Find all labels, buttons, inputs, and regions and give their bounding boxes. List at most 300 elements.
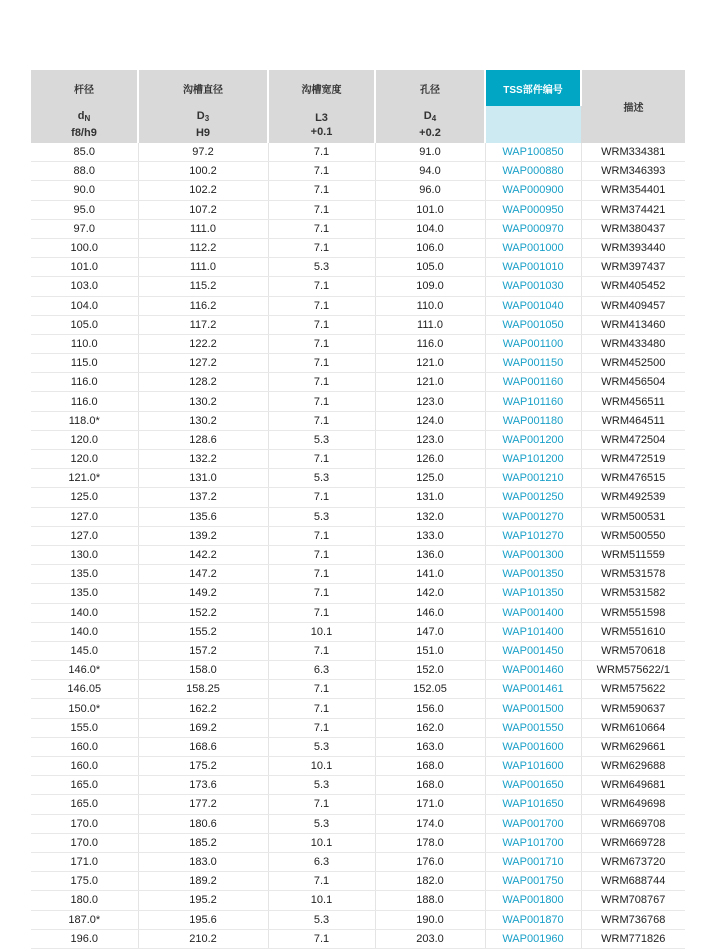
tss-part-number-cell: WAP001600 (485, 737, 581, 756)
description-cell: WRM531582 (581, 584, 685, 603)
description-cell: WRM570618 (581, 641, 685, 660)
bore-diameter-cell: 168.0 (375, 757, 485, 776)
bore-diameter-cell: 116.0 (375, 334, 485, 353)
bore-diameter-cell: 176.0 (375, 852, 485, 871)
spec-table (31, 70, 685, 949)
bore-diameter-cell: 131.0 (375, 488, 485, 507)
rod-diameter-cell: 116.0 (31, 392, 138, 411)
groove-diameter-cell: 139.2 (138, 526, 268, 545)
table-row (31, 411, 685, 430)
table-row (31, 757, 685, 776)
bore-diameter-cell: 126.0 (375, 450, 485, 469)
table-row (31, 373, 685, 392)
groove-diameter-cell: 112.2 (138, 238, 268, 257)
description-cell: WRM669708 (581, 814, 685, 833)
bore-diameter-cell: 121.0 (375, 373, 485, 392)
groove-diameter-cell: 111.0 (138, 219, 268, 238)
col-groove-diameter-title: 沟槽直径 (138, 70, 268, 106)
symbol-d4 (424, 110, 436, 122)
table-row (31, 661, 685, 680)
bore-diameter-cell: 168.0 (375, 776, 485, 795)
bore-diameter-cell: 141.0 (375, 565, 485, 584)
tss-part-number-cell: WAP001040 (485, 296, 581, 315)
rod-diameter-cell: 180.0 (31, 891, 138, 910)
tss-part-number-cell: WAP001400 (485, 603, 581, 622)
groove-diameter-cell: 158.0 (138, 661, 268, 680)
description-cell: WRM393440 (581, 238, 685, 257)
table-row (31, 219, 685, 238)
bore-diameter-cell: 152.05 (375, 680, 485, 699)
rod-diameter-cell: 116.0 (31, 373, 138, 392)
rod-diameter-cell: 155.0 (31, 718, 138, 737)
col-groove-diameter-symbol (138, 106, 268, 143)
tss-part-number-cell: WAP001500 (485, 699, 581, 718)
rod-diameter-cell: 135.0 (31, 584, 138, 603)
rod-diameter-cell: 100.0 (31, 238, 138, 257)
tss-part-number-cell: WAP001200 (485, 430, 581, 449)
tss-part-number-cell: WAP001710 (485, 852, 581, 871)
table-row (31, 699, 685, 718)
symbol-letter: D (196, 110, 205, 122)
description-cell: WRM456511 (581, 392, 685, 411)
rod-diameter-cell: 171.0 (31, 852, 138, 871)
rod-diameter-cell: 140.0 (31, 622, 138, 641)
bore-diameter-cell: 188.0 (375, 891, 485, 910)
groove-width-cell: 6.3 (268, 852, 375, 871)
bore-diameter-cell: 121.0 (375, 354, 485, 373)
description-cell: WRM531578 (581, 565, 685, 584)
bore-diameter-cell: 106.0 (375, 238, 485, 257)
tss-part-number-cell: WAP100850 (485, 143, 581, 162)
groove-width-cell: 7.1 (268, 315, 375, 334)
bore-diameter-cell: 156.0 (375, 699, 485, 718)
tss-part-number-cell: WAP001300 (485, 545, 581, 564)
groove-diameter-cell: 195.6 (138, 910, 268, 929)
rod-diameter-cell: 145.0 (31, 641, 138, 660)
description-cell: WRM464511 (581, 411, 685, 430)
table-row (31, 603, 685, 622)
table-row (31, 430, 685, 449)
description-cell: WRM511559 (581, 545, 685, 564)
groove-width-cell: 7.1 (268, 565, 375, 584)
groove-width-cell: 7.1 (268, 872, 375, 891)
groove-width-cell: 5.3 (268, 507, 375, 526)
table-row (31, 315, 685, 334)
tss-part-number-cell: WAP101600 (485, 757, 581, 776)
groove-diameter-cell: 157.2 (138, 641, 268, 660)
tss-part-number-cell: WAP001460 (485, 661, 581, 680)
tss-part-number-cell: WAP001000 (485, 238, 581, 257)
tss-part-number-cell: WAP001150 (485, 354, 581, 373)
groove-diameter-cell: 128.2 (138, 373, 268, 392)
groove-diameter-cell: 152.2 (138, 603, 268, 622)
tss-part-number-cell: WAP001700 (485, 814, 581, 833)
groove-width-cell: 7.1 (268, 143, 375, 162)
bore-diameter-cell: 94.0 (375, 162, 485, 181)
groove-diameter-cell: 135.6 (138, 507, 268, 526)
table-row (31, 622, 685, 641)
bore-diameter-cell: 136.0 (375, 545, 485, 564)
groove-diameter-cell: 189.2 (138, 872, 268, 891)
table-row (31, 814, 685, 833)
bore-diameter-cell: 152.0 (375, 661, 485, 680)
bore-diameter-cell: 111.0 (375, 315, 485, 334)
bore-diameter-cell: 182.0 (375, 872, 485, 891)
rod-diameter-cell: 170.0 (31, 814, 138, 833)
rod-diameter-cell: 88.0 (31, 162, 138, 181)
groove-diameter-cell: 180.6 (138, 814, 268, 833)
description-cell: WRM380437 (581, 219, 685, 238)
rod-diameter-cell: 127.0 (31, 526, 138, 545)
bore-diameter-cell: 151.0 (375, 641, 485, 660)
description-cell: WRM374421 (581, 200, 685, 219)
table-row (31, 296, 685, 315)
description-cell: WRM771826 (581, 929, 685, 948)
description-cell: WRM610664 (581, 718, 685, 737)
groove-diameter-cell: 117.2 (138, 315, 268, 334)
symbol-letter: d (77, 110, 85, 122)
groove-diameter-cell: 155.2 (138, 622, 268, 641)
bore-diameter-cell: 203.0 (375, 929, 485, 948)
col-description-title: 描述 (581, 70, 685, 143)
rod-diameter-cell: 127.0 (31, 507, 138, 526)
groove-width-cell: 5.3 (268, 910, 375, 929)
col-tss-part-number-sub (485, 106, 581, 143)
col-bore-diameter-symbol (375, 106, 485, 143)
description-cell: WRM397437 (581, 258, 685, 277)
table-row (31, 354, 685, 373)
table-row (31, 277, 685, 296)
description-cell: WRM649681 (581, 776, 685, 795)
tss-part-number-cell: WAP000970 (485, 219, 581, 238)
groove-width-cell: 7.1 (268, 584, 375, 603)
rod-diameter-cell: 103.0 (31, 277, 138, 296)
bore-diameter-cell: 101.0 (375, 200, 485, 219)
table-row (31, 872, 685, 891)
tss-part-number-cell: WAP101270 (485, 526, 581, 545)
table-row (31, 258, 685, 277)
groove-width-cell: 7.1 (268, 238, 375, 257)
description-cell: WRM334381 (581, 143, 685, 162)
description-cell: WRM472504 (581, 430, 685, 449)
bore-diameter-cell: 132.0 (375, 507, 485, 526)
table-row (31, 488, 685, 507)
groove-diameter-cell: 107.2 (138, 200, 268, 219)
table-body (31, 143, 685, 948)
bore-diameter-cell: 104.0 (375, 219, 485, 238)
table-row (31, 334, 685, 353)
bore-diameter-cell: 171.0 (375, 795, 485, 814)
groove-width-cell: 7.1 (268, 680, 375, 699)
groove-width-cell: 7.1 (268, 641, 375, 660)
groove-diameter-cell: 162.2 (138, 699, 268, 718)
tss-part-number-cell: WAP001461 (485, 680, 581, 699)
groove-width-cell: 6.3 (268, 661, 375, 680)
bore-diameter-cell: 110.0 (375, 296, 485, 315)
rod-diameter-cell: 146.0* (31, 661, 138, 680)
tss-part-number-cell: WAP001180 (485, 411, 581, 430)
symbol-subscript: 3 (204, 114, 210, 123)
table-row (31, 450, 685, 469)
groove-width-cell: 10.1 (268, 891, 375, 910)
groove-width-cell: 7.1 (268, 200, 375, 219)
col-rod-diameter-symbol (31, 106, 138, 143)
groove-width-cell: 7.1 (268, 929, 375, 948)
col-tss-part-number-title: TSS部件编号 (485, 70, 581, 106)
groove-diameter-cell: 147.2 (138, 565, 268, 584)
tss-part-number-cell: WAP001350 (485, 565, 581, 584)
groove-width-cell: 7.1 (268, 411, 375, 430)
table-row (31, 833, 685, 852)
rod-diameter-cell: 150.0* (31, 699, 138, 718)
groove-diameter-cell: 137.2 (138, 488, 268, 507)
description-cell: WRM551598 (581, 603, 685, 622)
groove-diameter-cell: 195.2 (138, 891, 268, 910)
groove-diameter-cell: 97.2 (138, 143, 268, 162)
table-row (31, 143, 685, 162)
tss-part-number-cell: WAP101650 (485, 795, 581, 814)
rod-diameter-cell: 165.0 (31, 795, 138, 814)
table-row (31, 776, 685, 795)
tss-part-number-cell: WAP001650 (485, 776, 581, 795)
groove-diameter-cell: 132.2 (138, 450, 268, 469)
tss-part-number-cell: WAP101400 (485, 622, 581, 641)
groove-width-cell: 7.1 (268, 162, 375, 181)
rod-diameter-cell: 130.0 (31, 545, 138, 564)
table-row (31, 584, 685, 603)
groove-width-cell: 7.1 (268, 373, 375, 392)
description-cell: WRM629688 (581, 757, 685, 776)
description-cell: WRM673720 (581, 852, 685, 871)
description-cell: WRM452500 (581, 354, 685, 373)
table-row (31, 910, 685, 929)
tss-part-number-cell: WAP001030 (485, 277, 581, 296)
groove-diameter-cell: 130.2 (138, 392, 268, 411)
rod-diameter-cell: 104.0 (31, 296, 138, 315)
tolerance-label: H9 (195, 127, 211, 139)
groove-width-cell: 5.3 (268, 258, 375, 277)
bore-diameter-cell: 133.0 (375, 526, 485, 545)
groove-diameter-cell: 127.2 (138, 354, 268, 373)
rod-diameter-cell: 85.0 (31, 143, 138, 162)
rod-diameter-cell: 95.0 (31, 200, 138, 219)
table-row (31, 737, 685, 756)
description-cell: WRM500550 (581, 526, 685, 545)
groove-width-cell: 10.1 (268, 757, 375, 776)
rod-diameter-cell: 175.0 (31, 872, 138, 891)
rod-diameter-cell: 160.0 (31, 737, 138, 756)
description-cell: WRM492539 (581, 488, 685, 507)
groove-diameter-cell: 183.0 (138, 852, 268, 871)
bore-diameter-cell: 147.0 (375, 622, 485, 641)
table-row (31, 181, 685, 200)
description-cell: WRM500531 (581, 507, 685, 526)
col-groove-width-symbol (268, 106, 375, 143)
rod-diameter-cell: 146.05 (31, 680, 138, 699)
groove-width-cell: 7.1 (268, 526, 375, 545)
rod-diameter-cell: 135.0 (31, 565, 138, 584)
description-cell: WRM575622 (581, 680, 685, 699)
symbol-dn (78, 110, 91, 122)
bore-diameter-cell: 142.0 (375, 584, 485, 603)
bore-diameter-cell: 125.0 (375, 469, 485, 488)
bore-diameter-cell: 162.0 (375, 718, 485, 737)
description-cell: WRM433480 (581, 334, 685, 353)
groove-diameter-cell: 185.2 (138, 833, 268, 852)
bore-diameter-cell: 109.0 (375, 277, 485, 296)
groove-width-cell: 7.1 (268, 334, 375, 353)
tss-part-number-cell: WAP001750 (485, 872, 581, 891)
bore-diameter-cell: 174.0 (375, 814, 485, 833)
description-cell: WRM405452 (581, 277, 685, 296)
groove-width-cell: 7.1 (268, 450, 375, 469)
tss-part-number-cell: WAP000950 (485, 200, 581, 219)
table-row (31, 526, 685, 545)
tss-part-number-cell: WAP001960 (485, 929, 581, 948)
rod-diameter-cell: 110.0 (31, 334, 138, 353)
tss-part-number-cell: WAP001010 (485, 258, 581, 277)
col-rod-diameter-title: 杆径 (31, 70, 138, 106)
symbol-d3 (197, 110, 209, 122)
col-groove-width-title: 沟槽宽度 (268, 70, 375, 106)
col-bore-diameter-title: 孔径 (375, 70, 485, 106)
groove-width-cell: 7.1 (268, 277, 375, 296)
groove-width-cell: 10.1 (268, 622, 375, 641)
groove-diameter-cell: 102.2 (138, 181, 268, 200)
groove-width-cell: 7.1 (268, 718, 375, 737)
bore-diameter-cell: 96.0 (375, 181, 485, 200)
groove-width-cell: 7.1 (268, 354, 375, 373)
tss-part-number-cell: WAP001160 (485, 373, 581, 392)
rod-diameter-cell: 105.0 (31, 315, 138, 334)
description-cell: WRM476515 (581, 469, 685, 488)
rod-diameter-cell: 196.0 (31, 929, 138, 948)
groove-diameter-cell: 173.6 (138, 776, 268, 795)
groove-diameter-cell: 128.6 (138, 430, 268, 449)
rod-diameter-cell: 120.0 (31, 450, 138, 469)
bore-diameter-cell: 190.0 (375, 910, 485, 929)
description-cell: WRM354401 (581, 181, 685, 200)
rod-diameter-cell: 118.0* (31, 411, 138, 430)
description-cell: WRM551610 (581, 622, 685, 641)
table-row (31, 795, 685, 814)
rod-diameter-cell: 115.0 (31, 354, 138, 373)
symbol-l3: L3 (315, 111, 328, 124)
groove-width-cell: 5.3 (268, 469, 375, 488)
groove-diameter-cell: 177.2 (138, 795, 268, 814)
tss-part-number-cell: WAP000900 (485, 181, 581, 200)
table-row (31, 238, 685, 257)
rod-diameter-cell: 140.0 (31, 603, 138, 622)
tss-part-number-cell: WAP000880 (485, 162, 581, 181)
groove-diameter-cell: 122.2 (138, 334, 268, 353)
groove-diameter-cell: 168.6 (138, 737, 268, 756)
table-row (31, 392, 685, 411)
tolerance-label: f8/h9 (71, 127, 97, 139)
table-row (31, 545, 685, 564)
groove-width-cell: 7.1 (268, 795, 375, 814)
rod-diameter-cell: 121.0* (31, 469, 138, 488)
table-row (31, 565, 685, 584)
description-cell: WRM708767 (581, 891, 685, 910)
groove-width-cell: 7.1 (268, 488, 375, 507)
groove-diameter-cell: 142.2 (138, 545, 268, 564)
table-header (31, 70, 685, 143)
tolerance-label: +0.1 (310, 125, 333, 138)
bore-diameter-cell: 105.0 (375, 258, 485, 277)
tss-part-number-cell: WAP001800 (485, 891, 581, 910)
bore-diameter-cell: 123.0 (375, 392, 485, 411)
groove-width-cell: 7.1 (268, 219, 375, 238)
header-row-titles (31, 70, 685, 106)
tss-part-number-cell: WAP001050 (485, 315, 581, 334)
table-row (31, 680, 685, 699)
groove-width-cell: 7.1 (268, 603, 375, 622)
tss-part-number-cell: WAP101700 (485, 833, 581, 852)
bore-diameter-cell: 124.0 (375, 411, 485, 430)
bore-diameter-cell: 91.0 (375, 143, 485, 162)
description-cell: WRM736768 (581, 910, 685, 929)
tss-part-number-cell: WAP001250 (485, 488, 581, 507)
groove-diameter-cell: 131.0 (138, 469, 268, 488)
tss-part-number-cell: WAP101350 (485, 584, 581, 603)
groove-diameter-cell: 130.2 (138, 411, 268, 430)
groove-diameter-cell: 169.2 (138, 718, 268, 737)
groove-diameter-cell: 175.2 (138, 757, 268, 776)
description-cell: WRM629661 (581, 737, 685, 756)
table-row (31, 929, 685, 948)
groove-width-cell: 7.1 (268, 181, 375, 200)
tss-part-number-cell: WAP001550 (485, 718, 581, 737)
description-cell: WRM409457 (581, 296, 685, 315)
description-cell: WRM346393 (581, 162, 685, 181)
rod-diameter-cell: 165.0 (31, 776, 138, 795)
rod-diameter-cell: 101.0 (31, 258, 138, 277)
table-row (31, 891, 685, 910)
groove-width-cell: 10.1 (268, 833, 375, 852)
rod-diameter-cell: 170.0 (31, 833, 138, 852)
tss-part-number-cell: WAP001210 (485, 469, 581, 488)
groove-width-cell: 5.3 (268, 776, 375, 795)
tss-part-number-cell: WAP001270 (485, 507, 581, 526)
description-cell: WRM575622/1 (581, 661, 685, 680)
tss-part-number-cell: WAP001870 (485, 910, 581, 929)
symbol-subscript: N (84, 114, 91, 123)
bore-diameter-cell: 146.0 (375, 603, 485, 622)
description-cell: WRM472519 (581, 450, 685, 469)
tss-part-number-cell: WAP101160 (485, 392, 581, 411)
bore-diameter-cell: 163.0 (375, 737, 485, 756)
description-cell: WRM669728 (581, 833, 685, 852)
symbol-subscript: 4 (431, 114, 437, 123)
groove-width-cell: 7.1 (268, 296, 375, 315)
groove-diameter-cell: 210.2 (138, 929, 268, 948)
rod-diameter-cell: 97.0 (31, 219, 138, 238)
tss-part-number-cell: WAP001100 (485, 334, 581, 353)
groove-width-cell: 5.3 (268, 814, 375, 833)
table-row (31, 200, 685, 219)
tss-part-number-cell: WAP101200 (485, 450, 581, 469)
table-row (31, 162, 685, 181)
groove-width-cell: 7.1 (268, 545, 375, 564)
groove-width-cell: 5.3 (268, 737, 375, 756)
table-row (31, 469, 685, 488)
rod-diameter-cell: 120.0 (31, 430, 138, 449)
description-cell: WRM413460 (581, 315, 685, 334)
groove-width-cell: 5.3 (268, 430, 375, 449)
description-cell: WRM590637 (581, 699, 685, 718)
groove-diameter-cell: 100.2 (138, 162, 268, 181)
